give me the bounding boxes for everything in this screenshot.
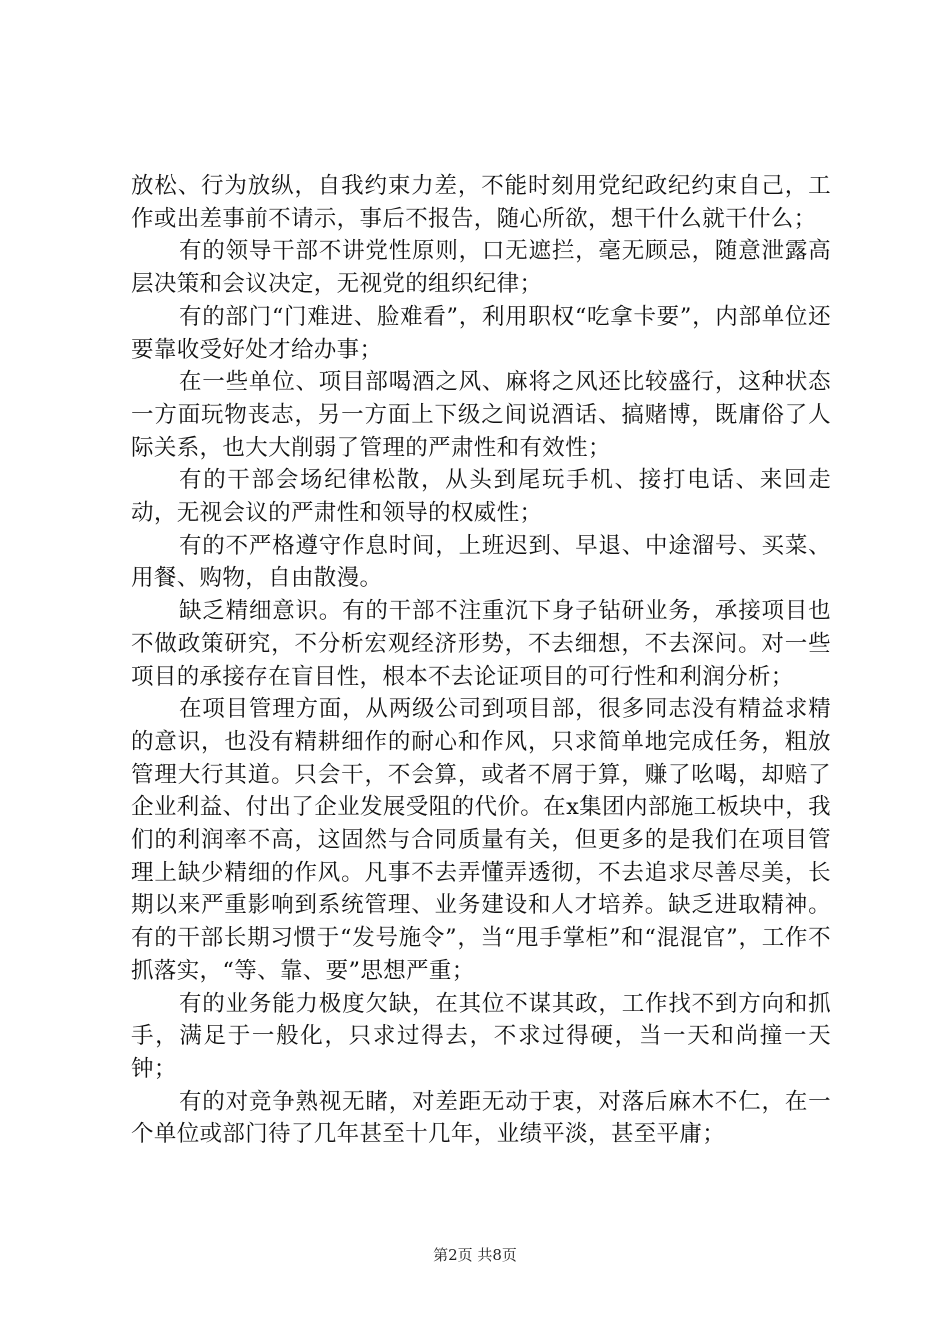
paragraph-8: 在项目管理方面，从两级公司到项目部，很多同志没有精益求精的意识，也没有精耕细作的耐心和作风，只求简单地完成任务，粗放管理大行其道。只会干，不会算，或者不屑于算，赚了吆喝，却赔了企业利益、付出了企业发展受阻的代价。在x集团内部施工板块中，我们的利润率不高，这固然与合同质量有关，但更多的是我们在项目管理上缺少精细的作风。凡事不去弄懂弄透彻，不去追求尽善尽美，长期以来严重影响到系统管理、业务建设和人才培养。缺乏进取精神。有的干部长期习惯于“发号施令”，当“甩手掌柜”和“混混官”，工作不抓落实，“等、靠、要”思想严重； xyxy=(131,696,831,984)
paragraph-10: 有的对竞争熟视无睹，对差距无动于衷，对落后麻木不仁，在一个单位或部门待了几年甚至十几年，业绩平淡，甚至平庸； xyxy=(131,1088,831,1148)
paragraph-2: 有的领导干部不讲党性原则，口无遮拦，毫无顾忌，随意泄露高层决策和会议决定，无视党的组织纪律； xyxy=(131,238,831,298)
paragraph-1: 放松、行为放纵，自我约束力差，不能时刻用党纪政纪约束自己，工作或出差事前不请示，事后不报告，随心所欲，想干什么就干什么； xyxy=(131,173,831,232)
paragraph-9: 有的业务能力极度欠缺，在其位不谋其政，工作找不到方向和抓手，满足于一般化，只求过得去，不求过得硬，当一天和尚撞一天钟； xyxy=(131,990,831,1082)
paragraph-4: 在一些单位、项目部喝酒之风、麻将之风还比较盛行，这种状态一方面玩物丧志，另一方面上下级之间说酒话、搞赌博，既庸俗了人际关系，也大大削弱了管理的严肃性和有效性； xyxy=(131,369,831,461)
document-body xyxy=(131,170,831,1151)
paragraph-5: 有的干部会场纪律松散，从头到尾玩手机、接打电话、来回走动，无视会议的严肃性和领导的权威性； xyxy=(131,467,831,527)
paragraph-6: 有的不严格遵守作息时间，上班迟到、早退、中途溜号、买菜、用餐、购物，自由散漫。 xyxy=(131,532,831,592)
page-number-footer: 第2页 共8页 xyxy=(433,1246,517,1264)
paragraph-7: 缺乏精细意识。有的干部不注重沉下身子钻研业务，承接项目也不做政策研究，不分析宏观经济形势，不去细想，不去深问。对一些项目的承接存在盲目性，根本不去论证项目的可行性和利润分析； xyxy=(131,598,831,690)
paragraph-3: 有的部门“门难进、脸难看”，利用职权“吃拿卡要”，内部单位还要靠收受好处才给办事； xyxy=(131,303,831,363)
